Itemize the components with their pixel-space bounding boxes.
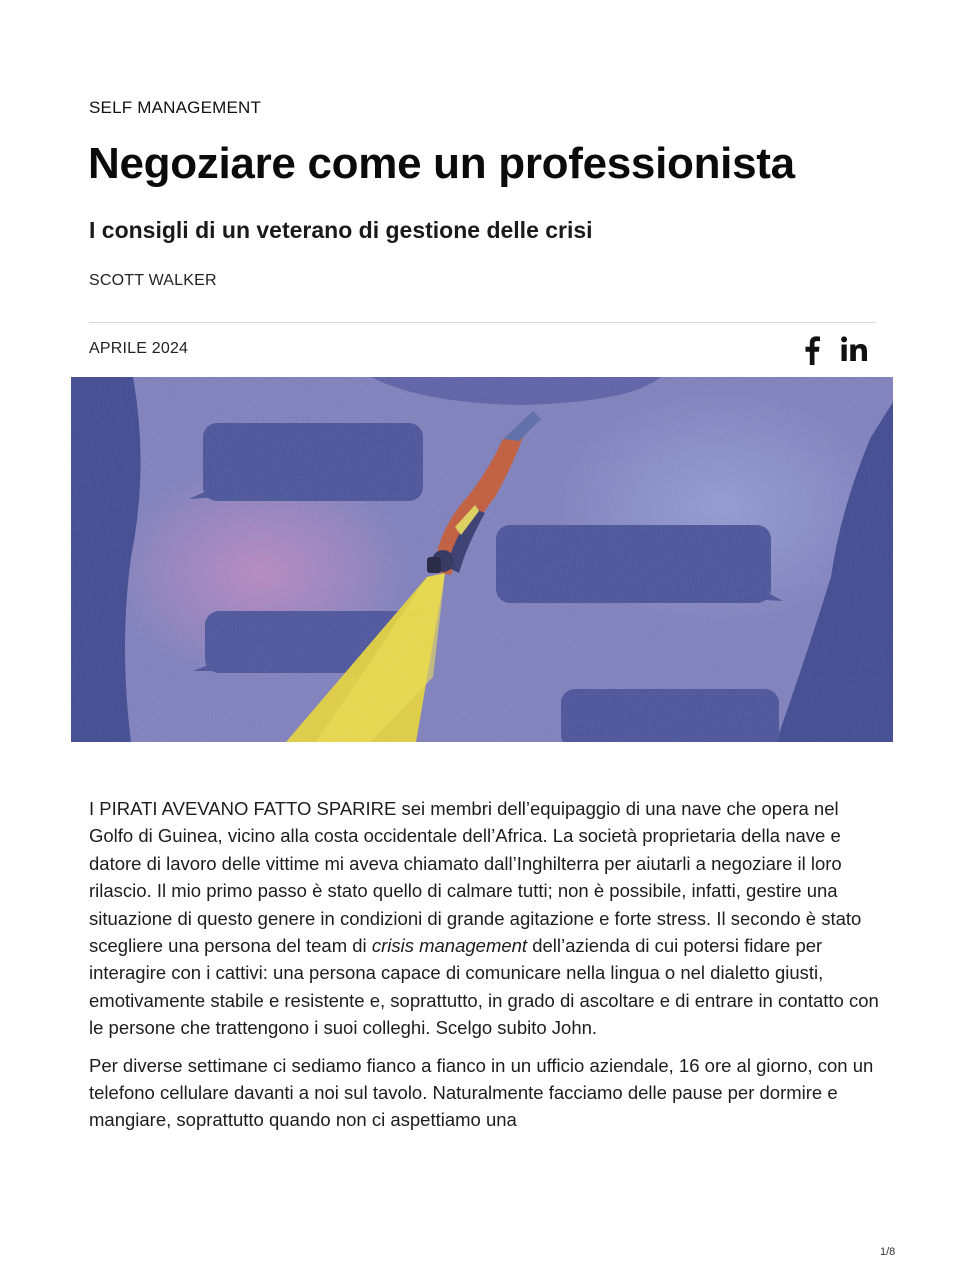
body-text-run: I PIRATI AVEVANO FATTO SPARIRE sei membri dell’equipaggio di una nave che opera nel Golfo di Guinea, vicino alla costa occidentale dell’Africa. La società proprietaria della nave e datore di lavoro delle vittime mi aveva chiamato dall’Inghilterra per aiutarli a negoziare il loro rilascio. Il mio primo passo è stato quello di calmare tutti; non è possibile, infatti, gestire una situazione di questo genere in condizioni di grande agitazione e forte stress. Il secondo è stato scegliere una persona del team di bbox=[89, 798, 862, 957]
divider bbox=[89, 322, 876, 323]
author-name[interactable]: SCOTT WALKER bbox=[89, 272, 217, 289]
body-emphasis: crisis management bbox=[371, 935, 528, 957]
article-title: Negoziare come un professionista bbox=[88, 139, 795, 188]
facebook-icon[interactable] bbox=[800, 335, 822, 365]
article-subtitle: I consigli di un veterano di gestione delle crisi bbox=[89, 217, 593, 243]
body-text-run: dell’azienda di cui potersi fidare per interagire con i cattivi: una persona capace di comunicare nella lingua o nel dialetto giusti, emotivamente stabile e resistente e, soprattutto, in grado di ascoltare e di entrare in contatto con le persone che trattengono i suoi colleghi. Scelgo subito John. bbox=[89, 935, 879, 1039]
category-label[interactable]: SELF MANAGEMENT bbox=[89, 98, 262, 117]
article-body bbox=[89, 795, 881, 1144]
body-paragraph bbox=[89, 795, 881, 1042]
hero-illustration bbox=[71, 377, 893, 742]
body-paragraph: Per diverse settimane ci sediamo fianco a fianco in un ufficio aziendale, 16 ore al giorno, con un telefono cellulare davanti a noi sul tavolo. Naturalmente facciamo delle pause per dormire e mangiare, soprattutto quando non ci aspettiamo una bbox=[89, 1054, 874, 1131]
page-number: 1/8 bbox=[880, 1246, 896, 1258]
publish-date: APRILE 2024 bbox=[89, 340, 189, 357]
linkedin-icon[interactable] bbox=[840, 335, 868, 365]
